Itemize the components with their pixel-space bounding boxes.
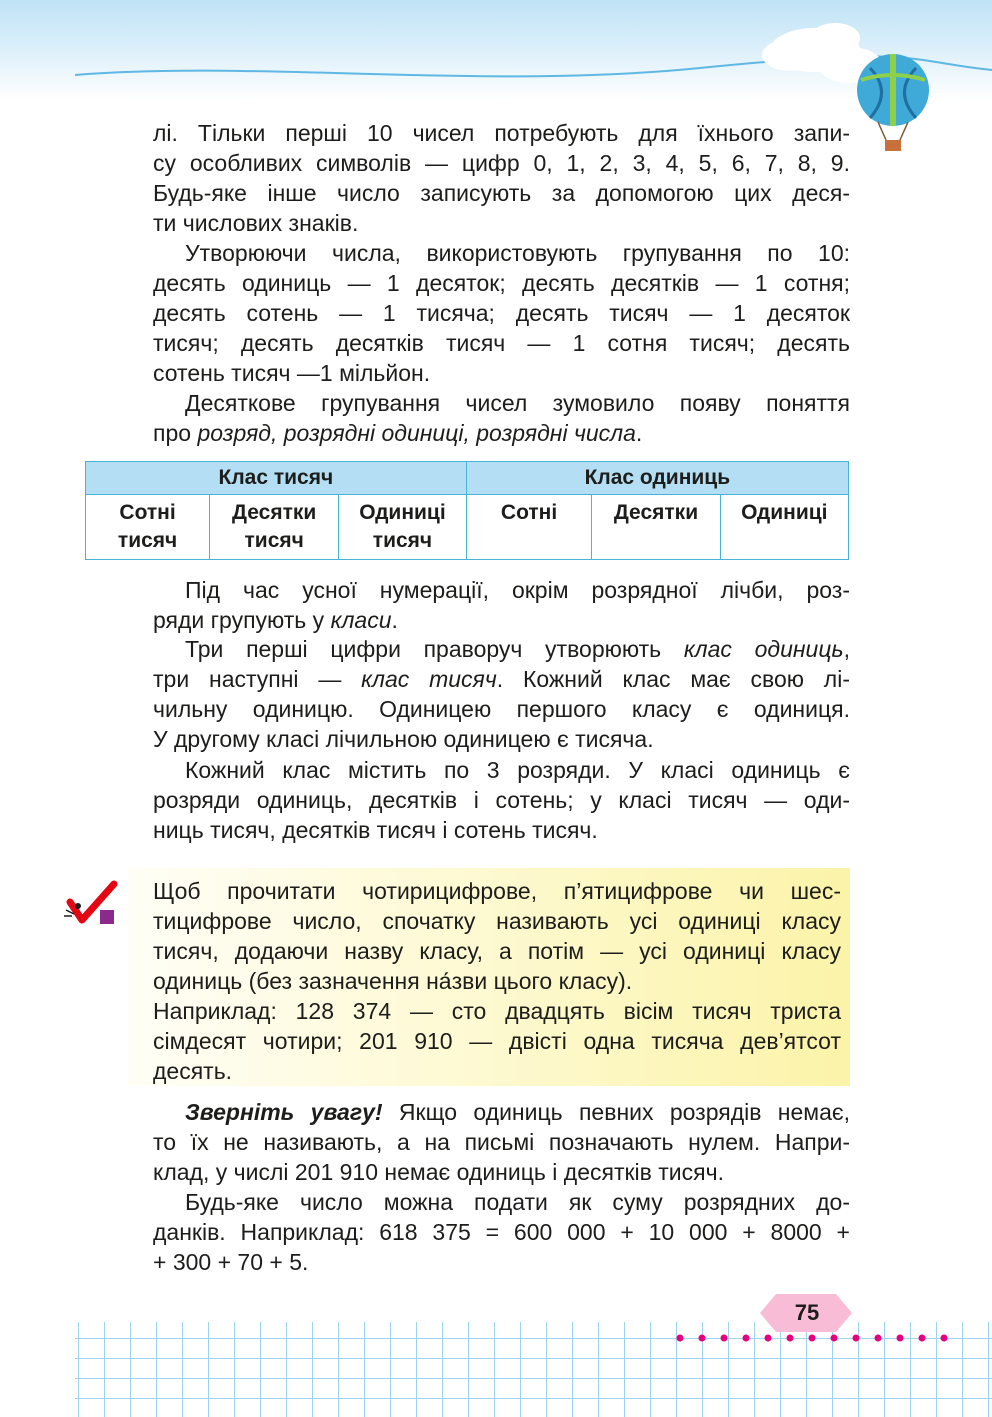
cell-line: Десятки <box>232 501 317 524</box>
text-fragment: Якщо одиниць певних розрядів немає, <box>382 1099 851 1125</box>
paragraph-ranks <box>153 755 850 845</box>
cell-line: Сотні <box>500 501 558 524</box>
paragraph-decimal <box>153 388 850 448</box>
text-line: одиниць (без зазначення на́зви цього класу). <box>153 968 633 994</box>
classes-table <box>85 461 849 560</box>
italic-term: класи <box>330 607 392 633</box>
checkmark-mascot-icon <box>62 880 132 935</box>
text-fragment: про <box>153 420 198 446</box>
text-line: Щоб прочитати чотирицифрове, п’ятицифрове чи шес- <box>153 878 841 904</box>
text-line: + 300 + 70 + 5. <box>153 1249 309 1275</box>
text-line: тисяч; десять десятків тисяч — 1 сотня тисяч; десять <box>153 330 850 356</box>
text-line <box>153 418 850 448</box>
notice-label: Зверніть увагу! <box>185 1099 383 1125</box>
text-line: Під час усної нумерації, окрім розрядної лічби, роз- <box>185 577 850 603</box>
text-fragment: три наступні — <box>153 666 362 692</box>
text-line: тицифрове число, спочатку називають усі одиниці класу <box>153 908 841 934</box>
table-cell <box>466 495 592 560</box>
paragraph-classes <box>153 634 850 754</box>
class-thousands-header: Клас тисяч <box>86 462 467 495</box>
table-cell <box>339 495 466 560</box>
text-line: чильну одиницю. Одиницею першого класу є одиниця. <box>153 696 850 722</box>
text-line: Десяткове групування чисел зумовило появу поняття <box>185 390 850 416</box>
paragraph-digits <box>153 118 850 238</box>
cell-line: Одиниці <box>741 501 828 524</box>
paragraph-oral-numeration <box>153 575 850 635</box>
hot-air-balloon-icon <box>857 54 929 151</box>
paragraph-sum <box>153 1187 850 1277</box>
text-line: Наприклад: 128 374 — сто двадцять вісім тисяч триста <box>153 998 841 1024</box>
italic-term: розряд, розрядні одиниці, розрядні числа <box>197 420 636 446</box>
text-line: Будь-яке число можна подати як суму розрядних до- <box>185 1189 850 1215</box>
text-line: ниць тисяч, десятків тисяч і сотень тисяч. <box>153 817 598 843</box>
page-number: 75 <box>794 1300 820 1325</box>
cell-line: тисяч <box>244 529 304 552</box>
table-cell <box>592 495 720 560</box>
cell-line: Сотні <box>119 501 176 524</box>
text-line: данків. Наприклад: 618 375 = 600 000 + 10 000 + 8000 + <box>153 1219 850 1245</box>
text-line: Утворюючи числа, використовують групування по 10: <box>185 240 850 266</box>
dotted-line-decoration <box>670 1330 970 1346</box>
text-line: десять одиниць — 1 десяток; десять десятків — 1 сотня; <box>153 270 850 296</box>
paragraph-notice <box>153 1097 850 1187</box>
text-fragment: , <box>843 636 850 662</box>
text-fragment: . <box>391 607 398 633</box>
text-fragment: ряди групують у <box>153 607 331 633</box>
paragraph-grouping <box>153 238 850 388</box>
text-fragment: Три перші цифри праворуч утворюють <box>185 636 684 662</box>
text-line: тисяч, додаючи назву класу, а потім — усі одиниці класу <box>153 938 841 964</box>
table-cell <box>720 495 848 560</box>
text-line: ти числових знаків. <box>153 210 359 236</box>
class-units-header: Клас одиниць <box>466 462 848 495</box>
table-cell <box>210 495 339 560</box>
cell-line: тисяч <box>117 529 178 552</box>
text-line <box>153 664 850 694</box>
text-line <box>153 605 850 635</box>
cell-line: тисяч <box>372 529 433 552</box>
text-line: су особливих символів — цифр 0, 1, 2, 3, 4, 5, 6, 7, 8, 9. <box>153 150 850 176</box>
text-line: сотень тисяч —1 мільйон. <box>153 360 431 386</box>
cell-line: Десятки <box>613 501 699 524</box>
text-line: Кожний клас містить по 3 розряди. У класі одиниць є <box>185 757 850 783</box>
italic-term: клас тисяч <box>361 666 497 692</box>
text-fragment: . <box>635 420 643 446</box>
text-line: десять сотень — 1 тисяча; десять тисяч — 1 десяток <box>153 300 850 326</box>
text-line <box>153 1097 850 1127</box>
text-line: Будь-яке інше число записують за допомогою цих деся- <box>153 180 850 206</box>
text-line: розряди одиниць, десятків і сотень; у класі тисяч — оди- <box>153 787 850 813</box>
text-line: клад, у числі 201 910 немає одиниць і десятків тисяч. <box>153 1159 724 1185</box>
text-line: сімдесят чотири; 201 910 — двісті одна тисяча дев’ятсот <box>153 1028 841 1054</box>
italic-term: клас одиниць <box>683 636 844 662</box>
cell-line: Одиниці <box>359 501 446 524</box>
text-line: У другому класі лічильною одиницею є тисяча. <box>153 726 654 752</box>
rule-text <box>153 876 841 1086</box>
text-line: то їх не називають, а на письмі позначають нулем. Напри- <box>153 1129 850 1155</box>
text-line <box>153 634 850 664</box>
table-cell <box>86 495 210 560</box>
text-line: десять. <box>153 1058 233 1084</box>
text-line: лі. Тільки перші 10 чисел потребують для їхнього запи- <box>153 120 850 146</box>
text-fragment: . Кожний клас має свою лі- <box>496 666 850 692</box>
